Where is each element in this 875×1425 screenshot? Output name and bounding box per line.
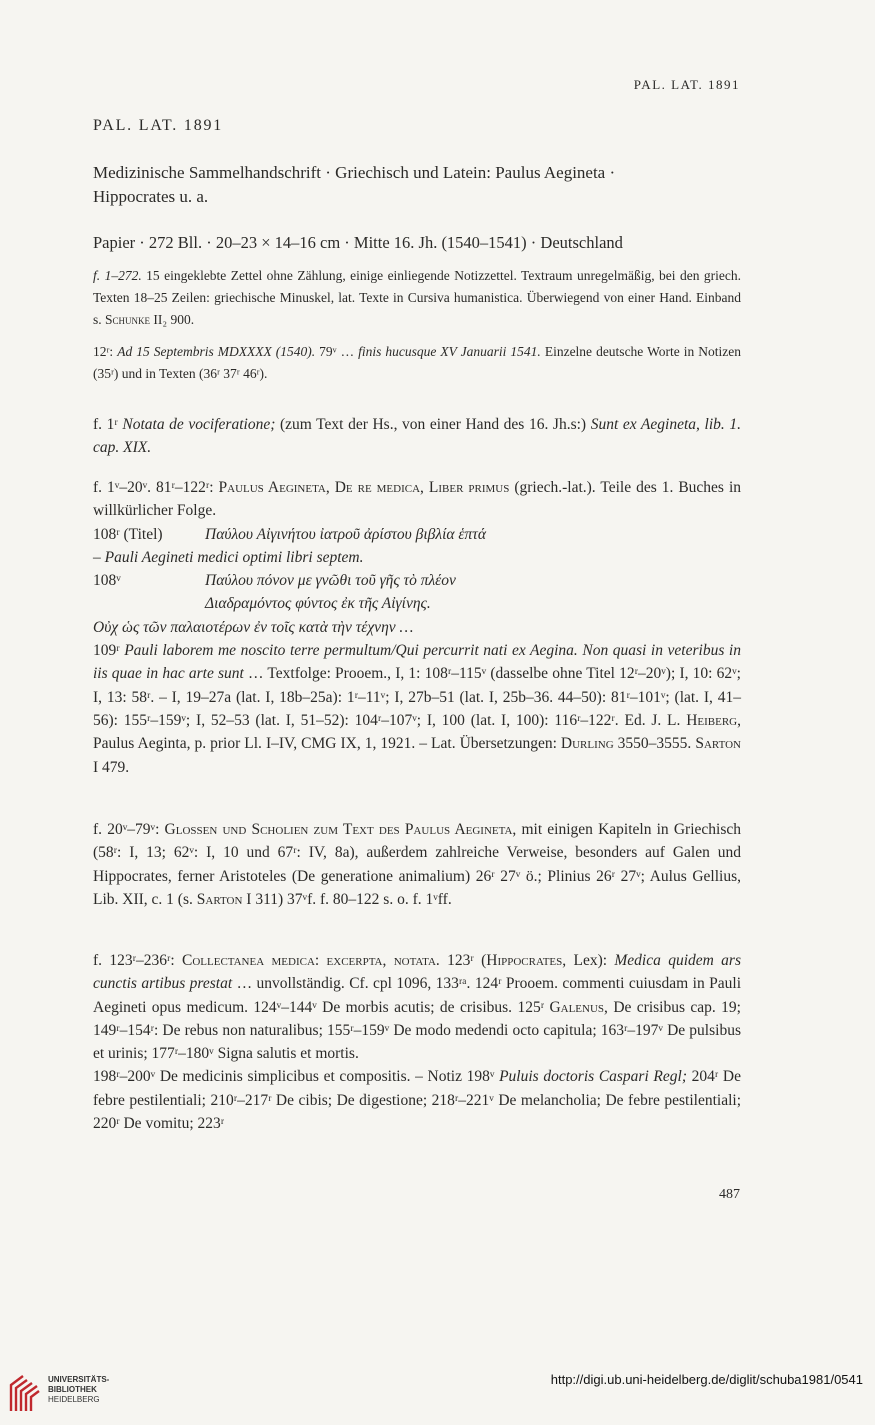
section-collectanea: f. 123ʳ–236ʳ: Collectanea medica: excerpta, notata. 123ʳ (Hippocrates, Lex): Medica quidem ars cunctis artibus prestat … unvollständig. Cf. cpl 1096, 133ʳᵃ. 124ʳ Prooem. commenti cuiusdam in Pauli Aegineti opus medicum. 124ᵛ–144ᵛ De morbis acutis; de crisibus. 125ʳ Galenus, De crisibus cap. 19; 149ʳ–154ʳ: De rebus non naturalibus; 155ʳ–159ᵛ De modo medendi octo capitula; 163ʳ–197ᵛ De pulsibus et urinis; 177ʳ–180ᵛ Signa salutis et mortis. 198ʳ–200ᵛ De medicinis simplicibus et compositis. – Notiz 198ᵛ Puluis doctoris Caspari Regl; 204ʳ De febre pestilentiali; 210ʳ–217ʳ De cibis; De digestione; 218ʳ–221ᵛ De melancholia; De febre pestilentiali; 220ʳ De vomitu; 223ʳ — [93, 952, 741, 1133]
folio-range: f. 1–272. — [93, 268, 142, 283]
verse-label: 108ᵛ — [93, 572, 121, 590]
source-link[interactable]: http://digi.ub.uni-heidelberg.de/diglit/schuba1981/0541 — [550, 1372, 863, 1387]
institution-name: UNIVERSITÄTS- BIBLIOTHEK HEIDELBERG — [48, 1375, 110, 1404]
title-label: 108ʳ (Titel) — [93, 525, 163, 543]
university-library-logo-icon — [8, 1373, 42, 1413]
author-ref: Schunke — [105, 312, 151, 327]
heading-line-1: Medizinische Sammelhandschrift · Griechisch und Latein: Paulus Aegineta · — [93, 163, 616, 182]
section-glossen: f. 20ᵛ–79ᵛ: Glossen und Scholien zum Text des Paulus Aegineta, mit einigen Kapiteln in Griechisch (58ʳ: I, 13; 62ᵛ: I, 10 und 67ʳ: IV, 8a), außerdem zahlreiche Verweise, besonders auf Galen und Hippocrates, ferner Aristoteles (De generatione animalium) 26ʳ 27ᵛ ö.; Plinius 26ʳ 27ᵛ; Aulus Gellius, Lib. XII, c. 1 (s. Sarton I 311) 37ᵛf. f. 80–122 s. o. f. 1ᵛff. — [93, 821, 741, 908]
shelfmark-title: PAL. LAT. 1891 — [93, 117, 224, 134]
greek-verse-2: Διαδραμόντος φύντος ἐκ τῆς Αἰγίνης. — [205, 595, 431, 613]
manuscript-heading — [93, 161, 741, 209]
physical-description: Papier · 272 Bll. · 20–23 × 14–16 cm · Mitte 16. Jh. (1540–1541) · Deutschland — [93, 233, 623, 252]
greek-title: Παύλου Αἰγινήτου ἰατροῦ ἀρίστου βιβλία ἑπτά — [205, 525, 486, 543]
footer-bar — [0, 1366, 875, 1425]
dating-paragraph: 12ʳ: Ad 15 Septembris MDXXXX (1540). 79ᵛ … finis hucusque XV Januarii 1541. Einzelne deutsche Worte in Notizen (35ʳ) und in Texten (36ʳ 37ʳ 46ʳ). — [93, 344, 741, 381]
section-notata: f. 1ʳ Notata de vociferatione; (zum Text der Hs., von einer Hand des 16. Jh.s:) Sunt ex Aegineta, lib. 1. cap. XIX. — [93, 416, 741, 457]
running-head: PAL. LAT. 1891 — [633, 77, 740, 92]
page-number: 487 — [719, 1187, 740, 1202]
section-paulus: f. 1ᵛ–20ᵛ. 81ʳ–122ʳ: Paulus Aegineta, De re medica, Liber primus (griech.-lat.). Teile des 1. Buches in willkürlicher Folge. 108ʳ (Titel) Παύλου Αἰγινήτου ἰατροῦ ἀρίστου βιβλία ἑπτά – Pauli Aegineti medici optimi libri septem. 108ᵛ Παύλου πόνον με γνῶθι τοῦ γῆς τὸ πλέον Διαδραμόντος φύντος ἐκ τῆς Αἰγίνης. Οὐχ ὡς τῶν παλαιοτέρων ἐν τοῖς κατὰ τὴν τέχνην … 109ʳ Pauli laborem me noscito terre permultum/Qui percurrit nati ex Aegina. Non quasi in veteribus in iis quae in hac arte sunt … Textfolge: Prooem., I, 1: 108ʳ–115ᵛ (dasselbe ohne Titel 12ʳ–20ᵛ); I, 10: 62ᵛ; I, 13: 58ʳ. – I, 19–27a (lat. I, 18b–25a): 1ʳ–11ᵛ; I, 27b–51 (lat. I, 25b–36. 44–50): 81ʳ–101ᵛ; (lat. I, 41–56): 155ʳ–159ᵛ; I, 52–53 (lat. I, 51–52): 104ʳ–107ᵛ; I, 100 (lat. I, 100): 116ʳ–122ʳ. Ed. J. L. Heiberg, Paulus Aeginta, p. prior Ll. I–IV, CMG IX, 1, 1921. – Lat. Übersetzungen: Durling 3550–3555. Sarton I 479. — [93, 479, 741, 776]
codicology-paragraph: f. 1–272. 15 eingeklebte Zettel ohne Zählung, einige einliegende Notizzettel. Textraum unregelmäßig, bei den griech. Texten 18–25 Zeilen: griechische Minuskel, lat. Texte in Cursiva humanistica. Überwiegend von einer Hand. Einband s. Schunke II₂ 900. — [93, 268, 741, 327]
greek-verse-1: Παύλου πόνον με γνῶθι τοῦ γῆς τὸ πλέον — [205, 572, 456, 590]
heading-line-2: Hippocrates u. a. — [93, 187, 209, 206]
greek-incipit: Οὐχ ὡς τῶν παλαιοτέρων ἐν τοῖς κατὰ τὴν τέχνην … — [93, 618, 414, 636]
latin-title: – Pauli Aegineti medici optimi libri septem. — [93, 548, 364, 566]
